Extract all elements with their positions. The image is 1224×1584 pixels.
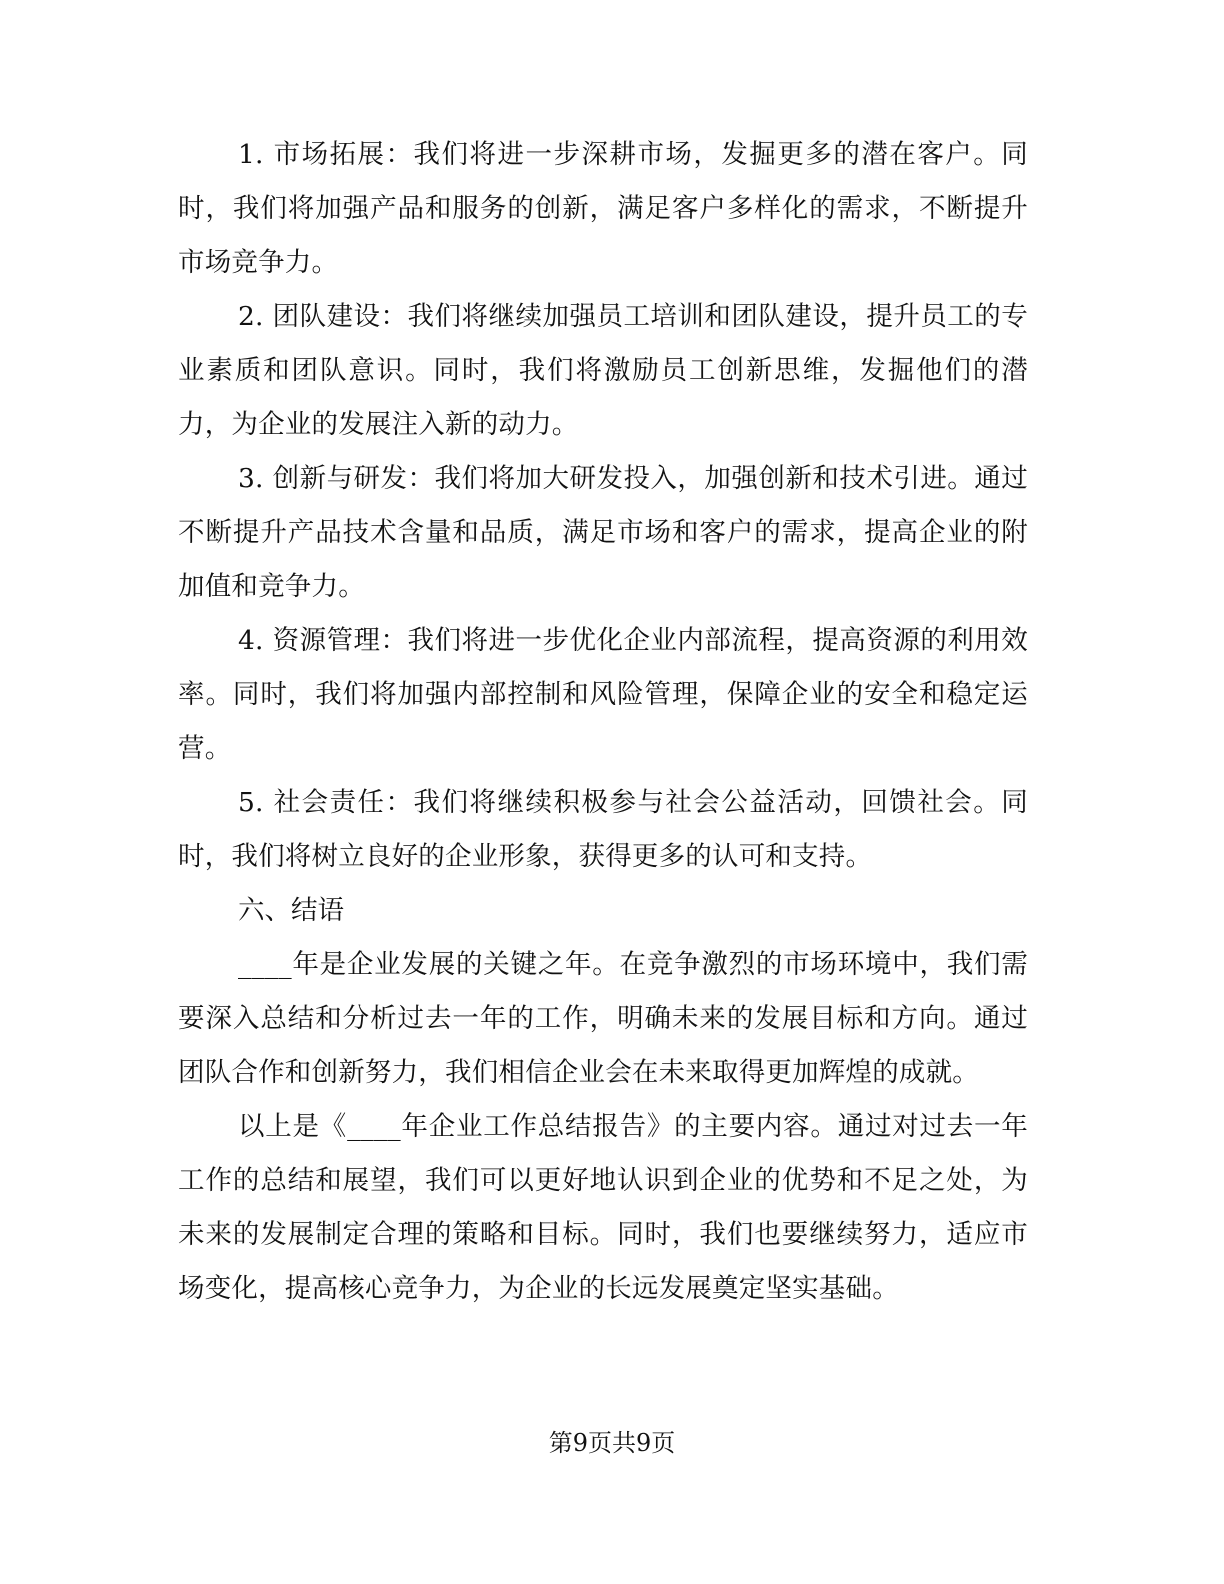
section-heading-conclusion: 六、结语	[238, 895, 344, 926]
document-body	[178, 128, 1028, 1316]
paragraph-market-expansion: 1. 市场拓展：我们将进一步深耕市场，发掘更多的潜在客户。同时，我们将加强产品和服务的创新，满足客户多样化的需求，不断提升市场竞争力。	[178, 139, 1028, 278]
paragraph-team-building: 2. 团队建设：我们将继续加强员工培训和团队建设，提升员工的专业素质和团队意识。同时，我们将激励员工创新思维，发掘他们的潜力，为企业的发展注入新的动力。	[178, 301, 1028, 440]
paragraph-social-responsibility: 5. 社会责任：我们将继续积极参与社会公益活动，回馈社会。同时，我们将树立良好的企业形象，获得更多的认可和支持。	[178, 787, 1028, 872]
paragraph-summary: 以上是《____年企业工作总结报告》的主要内容。通过对过去一年工作的总结和展望，我们可以更好地认识到企业的优势和不足之处，为未来的发展制定合理的策略和目标。同时，我们也要继续努力，适应市场变化，提高核心竞争力，为企业的长远发展奠定坚实基础。	[178, 1111, 1028, 1304]
page-number-footer: 第9页共9页	[548, 1429, 676, 1457]
paragraph-conclusion: ____年是企业发展的关键之年。在竞争激烈的市场环境中，我们需要深入总结和分析过去一年的工作，明确未来的发展目标和方向。通过团队合作和创新努力，我们相信企业会在未来取得更加辉煌的成就。	[178, 949, 1028, 1088]
paragraph-resource-management: 4. 资源管理：我们将进一步优化企业内部流程，提高资源的利用效率。同时，我们将加强内部控制和风险管理，保障企业的安全和稳定运营。	[178, 625, 1028, 764]
paragraph-innovation-rd: 3. 创新与研发：我们将加大研发投入，加强创新和技术引进。通过不断提升产品技术含量和品质，满足市场和客户的需求，提高企业的附加值和竞争力。	[178, 463, 1028, 602]
